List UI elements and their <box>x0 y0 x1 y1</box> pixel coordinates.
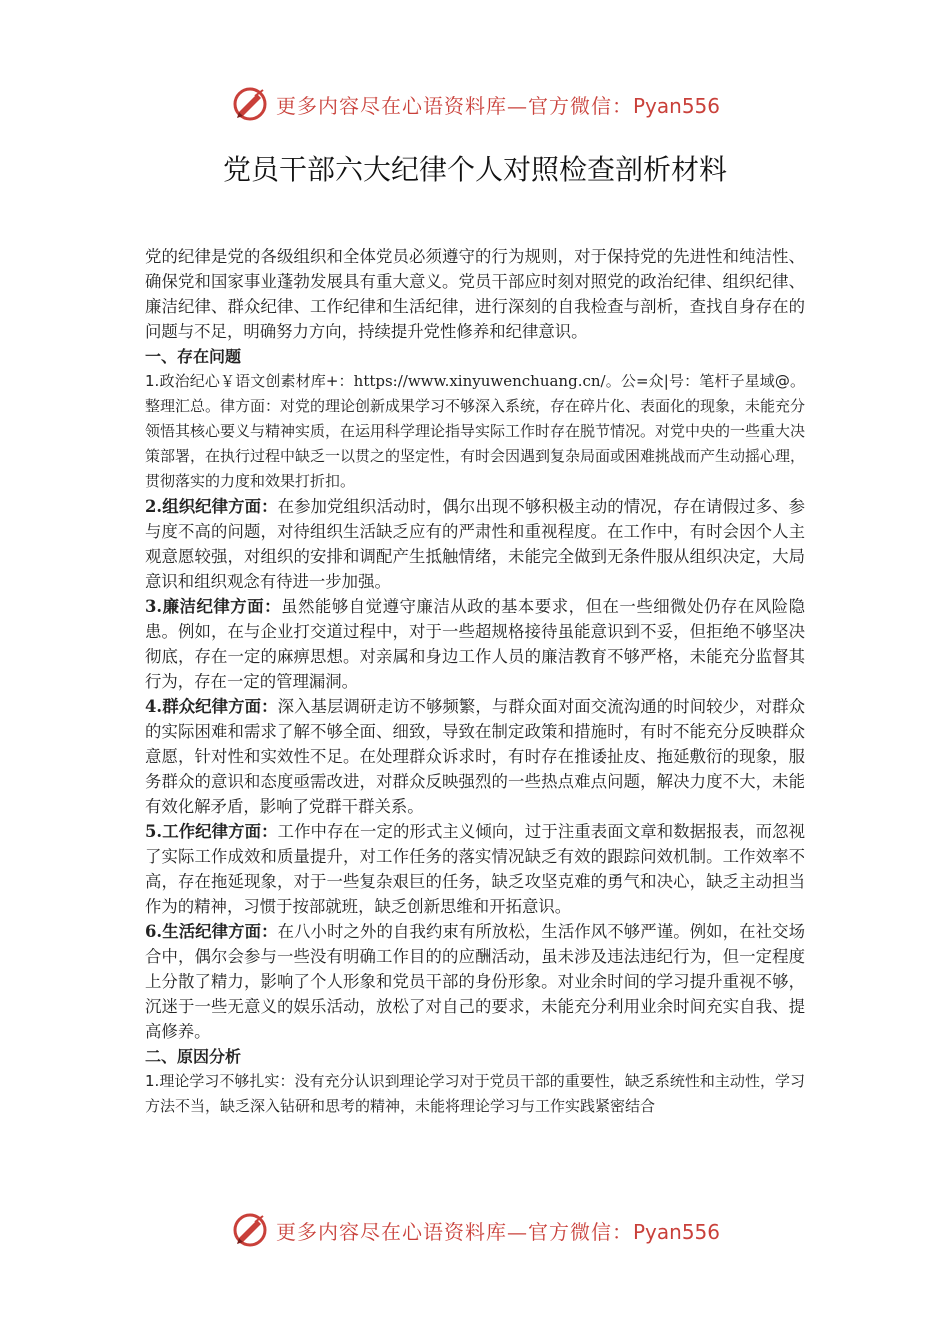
p6-text: 在八小时之外的自我约束有所放松，生活作风不够严谨。例如，在社交场合中，偶尔会参与一些没有明确工作目的的应酬活动，虽未涉及违法违纪行为，但一定程度上分散了精力，影响了个人形象和党员干部的身份形象。对业余时间的学习提升重视不够，沉迷于一些无意义的娱乐活动，放松了对自己的要求，未能充分利用业余时间充实自我、提高修养。 <box>145 922 805 1041</box>
p5-lead: 5.工作纪律方面： <box>145 822 278 841</box>
paragraph-political-discipline <box>145 369 805 494</box>
header-banner <box>0 82 950 126</box>
paragraph-organization-discipline <box>145 494 805 594</box>
source-link[interactable]: https://www.xinyuwenchuang.cn/ <box>353 372 606 390</box>
document-body <box>145 244 805 1119</box>
p4-text: 深入基层调研走访不够频繁，与群众面对面交流沟通的时间较少，对群众的实际困难和需求了解不够全面、细致，导致在制定政策和措施时，有时不能充分反映群众意愿，针对性和实效性不足。在处理群众诉求时，有时存在推诿扯皮、拖延敷衍的现象，服务群众的意识和态度亟需改进，对群众反映强烈的一些热点难点问题，解决力度不大，未能有效化解矛盾，影响了党群干群关系。 <box>145 697 805 816</box>
footer-banner <box>0 1208 950 1252</box>
section-heading-problems: 一、存在问题 <box>145 347 242 366</box>
paragraph-mass-discipline <box>145 694 805 819</box>
banner-wechat-id: Pyan556 <box>632 93 720 118</box>
p2-lead: 2.组织纪律方面： <box>145 497 278 516</box>
paragraph-work-discipline <box>145 819 805 919</box>
document-title: 党员干部六大纪律个人对照检查剖析材料 <box>222 153 727 186</box>
p3-lead: 3.廉洁纪律方面： <box>145 597 282 616</box>
footer-banner-text: 更多内容尽在心语资料库—官方微信： <box>275 1219 633 1244</box>
banner-text: 更多内容尽在心语资料库—官方微信： <box>275 93 633 118</box>
pen-logo-icon <box>230 1210 270 1250</box>
footer-wechat-id: Pyan556 <box>632 1219 720 1244</box>
p2-text: 在参加党组织活动时，偶尔出现不够积极主动的情况，存在请假过多、参与度不高的问题，对待组织生活缺乏应有的严肃性和重视程度。在工作中，有时会因个人主观意愿较强，对组织的安排和调配产生抵触情绪，未能完全做到无条件服从组织决定，大局意识和组织观念有待进一步加强。 <box>145 497 805 591</box>
section-heading-causes: 二、原因分析 <box>145 1047 242 1066</box>
p3-text: 虽然能够自觉遵守廉洁从政的基本要求，但在一些细微处仍存在风险隐患。例如，在与企业打交道过程中，对于一些超规格接待虽能意识到不妥，但拒绝不够坚决彻底，存在一定的麻痹思想。对亲属和身边工作人员的廉洁教育不够严格，未能充分监督其行为，存在一定的管理漏洞。 <box>145 597 805 691</box>
intro-paragraph: 党的纪律是党的各级组织和全体党员必须遵守的行为规则，对于保持党的先进性和纯洁性、确保党和国家事业蓬勃发展具有重大意义。党员干部应时刻对照党的政治纪律、组织纪律、廉洁纪律、群众纪律、工作纪律和生活纪律，进行深刻的自我检查与剖析，查找自身存在的问题与不足，明确努力方向，持续提升党性修养和纪律意识。 <box>145 247 805 341</box>
p1-prefix: 1.政治纪心￥语文创素材库+： <box>145 372 354 390</box>
p6-lead: 6.生活纪律方面： <box>145 922 278 941</box>
p1-text: 。公=众|号：笔杆子星域@。整理汇总。律方面：对党的理论创新成果学习不够深入系统，存在碎片化、表面化的现象，未能充分领悟其核心要义与精神实质，在运用科学理论指导实际工作时存在脱节情况。对党中央的一些重大决策部署，在执行过程中缺乏一以贯之的坚定性，有时会因遇到复杂局面或困难挑战而产生动摇心理，贯彻落实的力度和效果打折扣。 <box>145 372 806 490</box>
p5-text: 工作中存在一定的形式主义倾向，过于注重表面文章和数据报表，而忽视了实际工作成效和质量提升，对工作任务的落实情况缺乏有效的跟踪问效机制。工作效率不高，存在拖延现象，对于一些复杂艰巨的任务，缺乏攻坚克难的勇气和决心，缺乏主动担当作为的精神，习惯于按部就班，缺乏创新思维和开拓意识。 <box>145 822 805 916</box>
p4-lead: 4.群众纪律方面： <box>145 697 278 716</box>
pen-logo-icon <box>230 84 270 124</box>
paragraph-life-discipline <box>145 919 805 1044</box>
paragraph-theory-study: 1.理论学习不够扎实：没有充分认识到理论学习对于党员干部的重要性，缺乏系统性和主动性，学习方法不当，缺乏深入钻研和思考的精神，未能将理论学习与工作实践紧密结合 <box>145 1072 805 1115</box>
paragraph-integrity-discipline <box>145 594 805 694</box>
